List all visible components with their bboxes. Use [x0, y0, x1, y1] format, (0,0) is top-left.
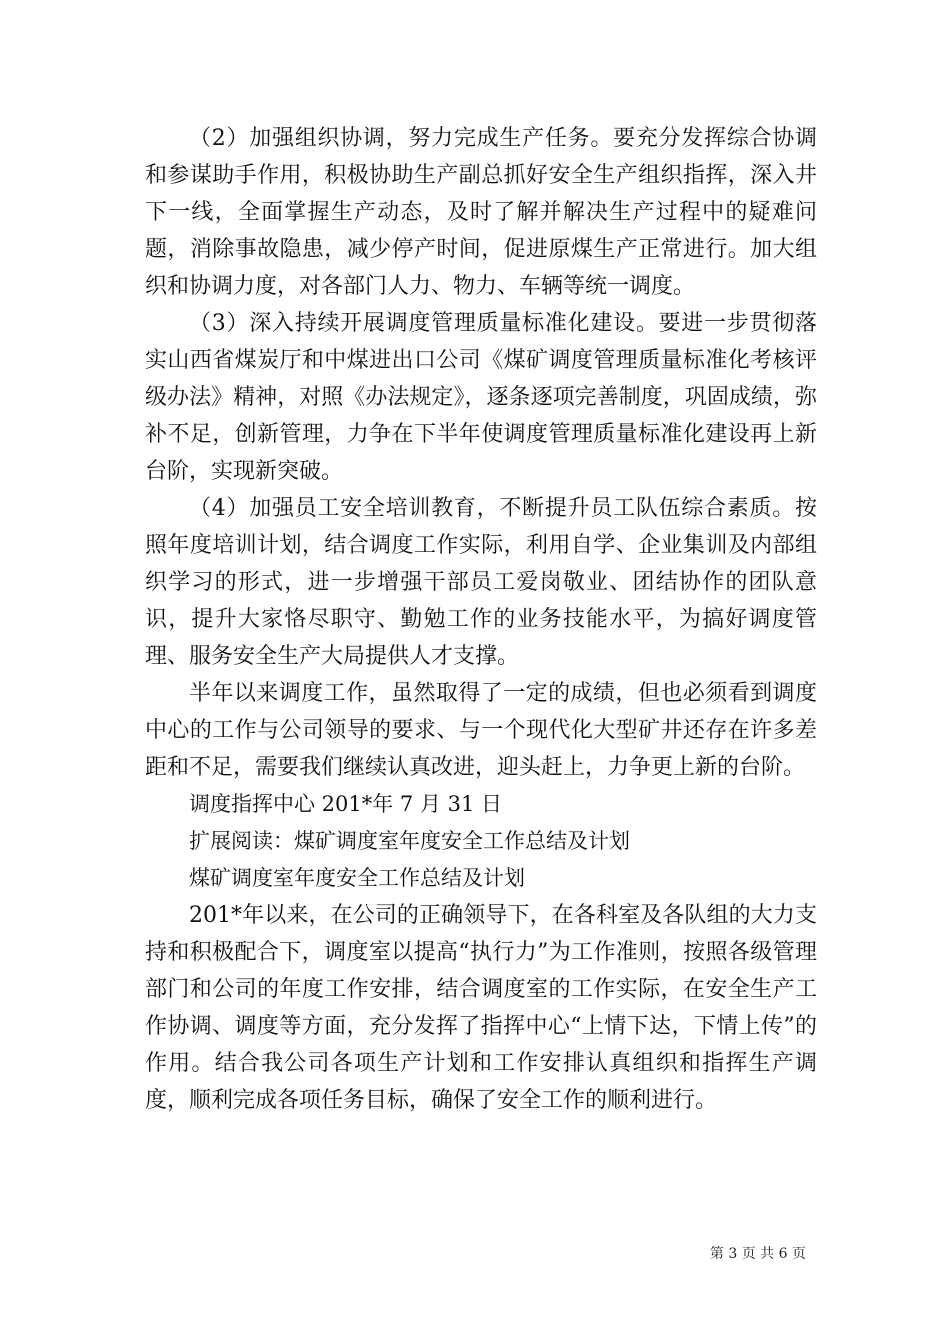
second-section-title: 煤矿调度室年度安全工作总结及计划 [189, 866, 525, 890]
signature-line: 调度指挥中心 201*年 7 月 31 日 [189, 792, 503, 816]
paragraph-item-4: （4）加强员工安全培训教育，不断提升员工队伍综合素质。按照年度培训计划，结合调度工作实际，利用自学、企业集训及内部组织学习的形式，进一步增强干部员工爱岗敬业、团结协作的团队意识，提升大家恪尽职守、勤勉工作的业务技能水平，为搞好调度管理、服务安全生产大局提供人才支撑。 [145, 496, 817, 669]
extended-reading-line: 扩展阅读：煤矿调度室年度安全工作总结及计划 [189, 829, 630, 853]
paragraph-conclusion: 半年以来调度工作，虽然取得了一定的成绩，但也必须看到调度中心的工作与公司领导的要求、与一个现代化大型矿井还存在许多差距和不足，需要我们继续认真改进，迎头赶上，力争更上新的台阶。 [145, 681, 817, 780]
page-number-footer: 第 3 页 共 6 页 [709, 1246, 806, 1262]
paragraph-item-3: （3）深入持续开展调度管理质量标准化建设。要进一步贯彻落实山西省煤炭厅和中煤进出口公司《煤矿调度管理质量标准化考核评级办法》精神，对照《办法规定》，逐条逐项完善制度，巩固成绩，弥补不足，创新管理，力争在下半年使调度管理质量标准化建设再上新台阶，实现新突破。 [145, 311, 817, 484]
paragraph-item-2: （2）加强组织协调，努力完成生产任务。要充分发挥综合协调和参谋助手作用，积极协助生产副总抓好安全生产组织指挥，深入井下一线，全面掌握生产动态，及时了解并解决生产过程中的疑难问题，消除事故隐患，减少停产时间，促进原煤生产正常进行。加大组织和协调力度，对各部门人力、物力、车辆等统一调度。 [145, 126, 817, 299]
document-body [145, 120, 817, 1119]
second-section-paragraph: 201*年以来，在公司的正确领导下，在各科室及各队组的大力支持和积极配合下，调度室以提高“执行力”为工作准则，按照各级管理部门和公司的年度工作安排，结合调度室的工作实际，在安全生产工作协调、调度等方面，充分发挥了指挥中心“上情下达，下情上传”的作用。结合我公司各项生产计划和工作安排认真组织和指挥生产调度，顺利完成各项任务目标，确保了安全工作的顺利进行。 [145, 903, 817, 1113]
